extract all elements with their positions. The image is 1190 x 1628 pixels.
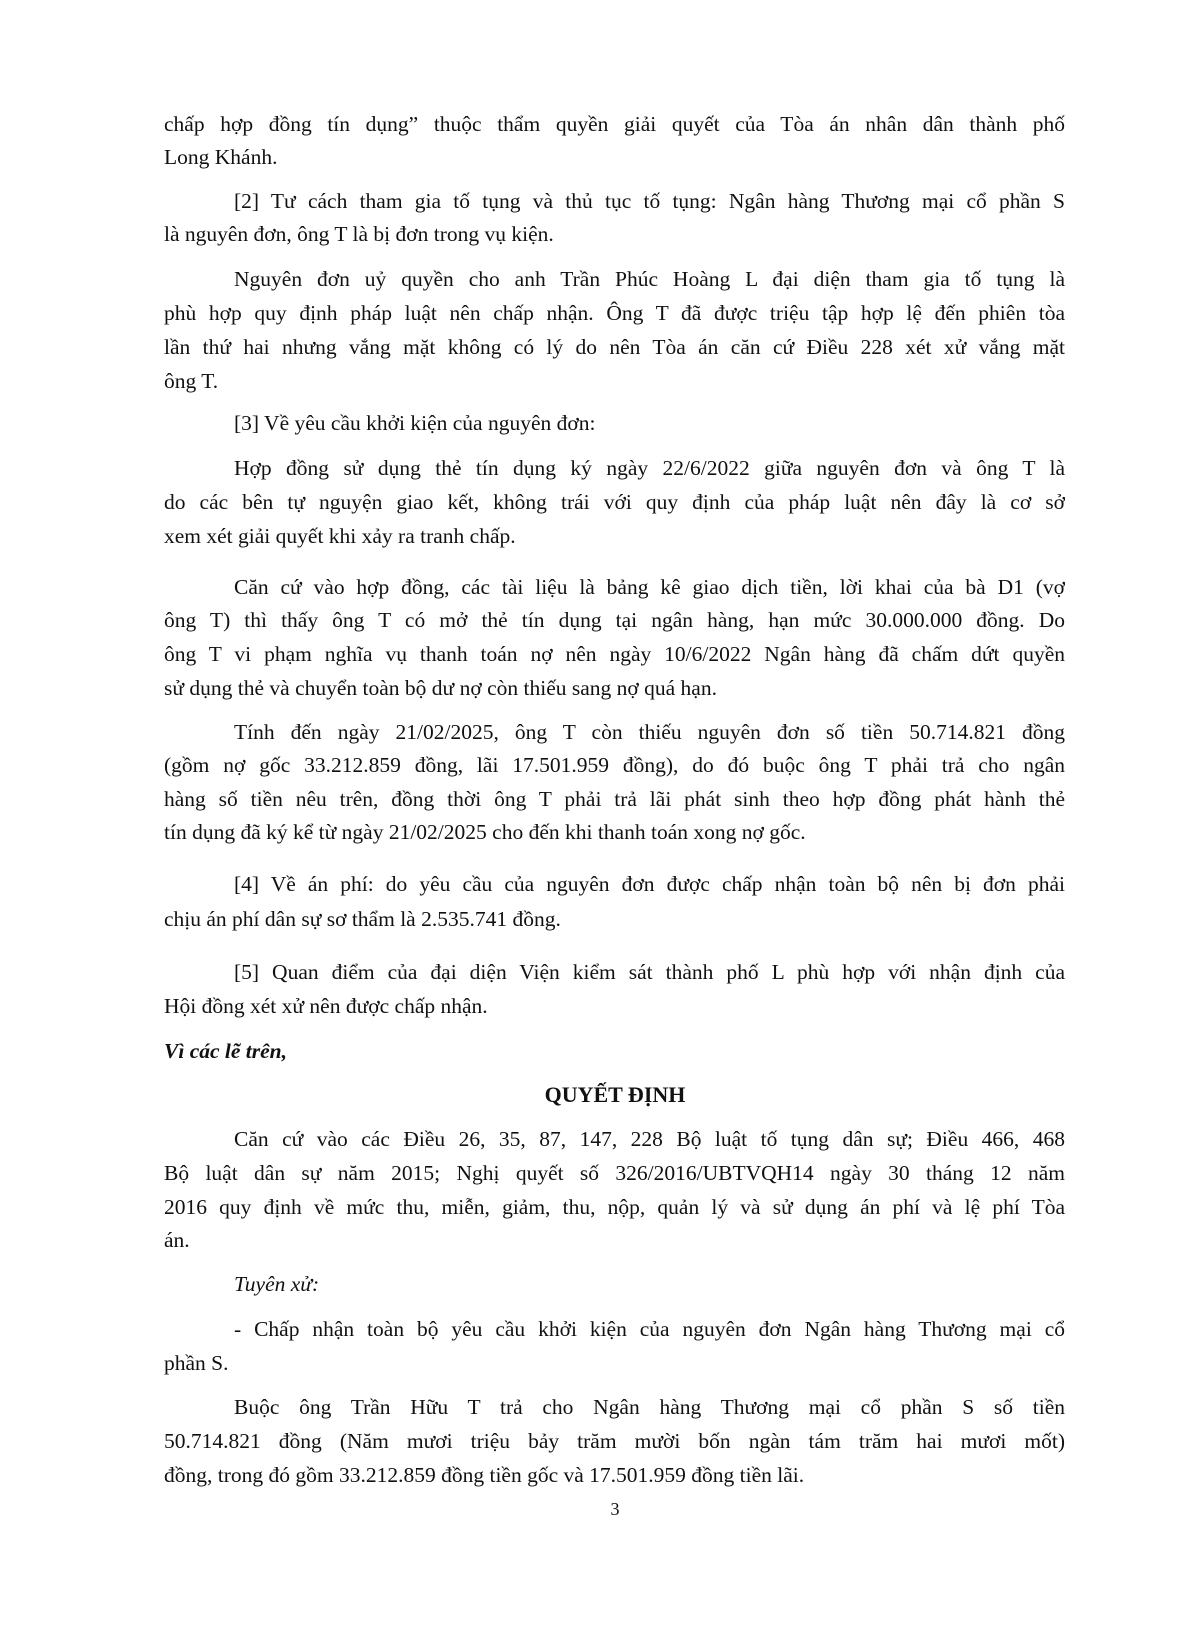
text-line: Tính đến ngày 21/02/2025, ông T còn thiếu nguyên đơn số tiền 50.714.821 đồng (234, 720, 1065, 744)
verdict-heading: Tuyên xử: (234, 1272, 320, 1296)
text-line: đồng, trong đó gồm 33.212.859 đồng tiền gốc và 17.501.959 đồng tiền lãi. (164, 1463, 805, 1487)
text-line: hàng số tiền nêu trên, đồng thời ông T phải trả lãi phát sinh theo hợp đồng phát hành thẻ (164, 787, 1065, 811)
text-line: 50.714.821 đồng (Năm mươi triệu bảy trăm mười bốn ngàn tám trăm hai mươi mốt) (164, 1429, 1065, 1453)
text-line: Căn cứ vào các Điều 26, 35, 87, 147, 228 Bộ luật tố tụng dân sự; Điều 466, 468 (234, 1127, 1065, 1151)
text-line: xem xét giải quyết khi xảy ra tranh chấp. (164, 524, 516, 548)
text-line: tín dụng đã ký kể từ ngày 21/02/2025 cho đến khi thanh toán xong nợ gốc. (164, 820, 806, 844)
text-line: do các bên tự nguyện giao kết, không trái với quy định của pháp luật nên đây là cơ sở (164, 490, 1065, 514)
text-line: phần S. (164, 1351, 229, 1375)
section-title: QUYẾT ĐỊNH (544, 1082, 686, 1107)
text-line: Hội đồng xét xử nên được chấp nhận. (164, 994, 488, 1018)
text-line: Long Khánh. (164, 145, 278, 169)
text-line: Buộc ông Trần Hữu T trả cho Ngân hàng Thương mại cổ phần S số tiền (234, 1395, 1065, 1419)
text-line: chịu án phí dân sự sơ thẩm là 2.535.741 đồng. (164, 907, 561, 931)
text-line: [4] Về án phí: do yêu cầu của nguyên đơn được chấp nhận toàn bộ nên bị đơn phải (234, 872, 1065, 896)
text-line: sử dụng thẻ và chuyển toàn bộ dư nợ còn thiếu sang nợ quá hạn. (164, 676, 717, 700)
text-line: ông T) thì thấy ông T có mở thẻ tín dụng tại ngân hàng, hạn mức 30.000.000 đồng. Do (164, 608, 1065, 632)
text-line: án. (164, 1228, 190, 1252)
text-line: [2] Tư cách tham gia tố tụng và thủ tục tố tụng: Ngân hàng Thương mại cổ phần S (234, 189, 1065, 213)
text-line: lần thứ hai nhưng vắng mặt không có lý do nên Tòa án căn cứ Điều 228 xét xử vắng mặt (164, 335, 1065, 359)
text-line: Bộ luật dân sự năm 2015; Nghị quyết số 326/2016/UBTVQH14 ngày 30 tháng 12 năm (164, 1161, 1065, 1185)
closing-phrase: Vì các lẽ trên, (164, 1039, 288, 1063)
text-line: ông T. (164, 369, 219, 393)
text-line: [3] Về yêu cầu khởi kiện của nguyên đơn: (234, 411, 596, 435)
text-line: - Chấp nhận toàn bộ yêu cầu khởi kiện của nguyên đơn Ngân hàng Thương mại cổ (234, 1317, 1065, 1341)
text-line: [5] Quan điểm của đại diện Viện kiểm sát thành phố L phù hợp với nhận định của (234, 960, 1065, 984)
text-line: Hợp đồng sử dụng thẻ tín dụng ký ngày 22/6/2022 giữa nguyên đơn và ông T là (234, 456, 1065, 480)
text-line: Căn cứ vào hợp đồng, các tài liệu là bảng kê giao dịch tiền, lời khai của bà D1 (vợ (234, 575, 1065, 599)
text-line: ông T vi phạm nghĩa vụ thanh toán nợ nên ngày 10/6/2022 Ngân hàng đã chấm dứt quyền (164, 642, 1065, 666)
text-line: 2016 quy định về mức thu, miễn, giảm, thu, nộp, quản lý và sử dụng án phí và lệ phí Tòa (164, 1195, 1065, 1219)
text-line: chấp hợp đồng tín dụng” thuộc thẩm quyền giải quyết của Tòa án nhân dân thành phố (164, 112, 1065, 136)
text-line: Nguyên đơn uỷ quyền cho anh Trần Phúc Hoàng L đại diện tham gia tố tụng là (234, 267, 1065, 291)
page-number: 3 (610, 1499, 620, 1519)
text-line: phù hợp quy định pháp luật nên chấp nhận. Ông T đã được triệu tập hợp lệ đến phiên tòa (164, 301, 1065, 325)
text-line: (gồm nợ gốc 33.212.859 đồng, lãi 17.501.959 đồng), do đó buộc ông T phải trả cho ngân (164, 753, 1065, 777)
text-line: là nguyên đơn, ông T là bị đơn trong vụ kiện. (164, 222, 554, 246)
